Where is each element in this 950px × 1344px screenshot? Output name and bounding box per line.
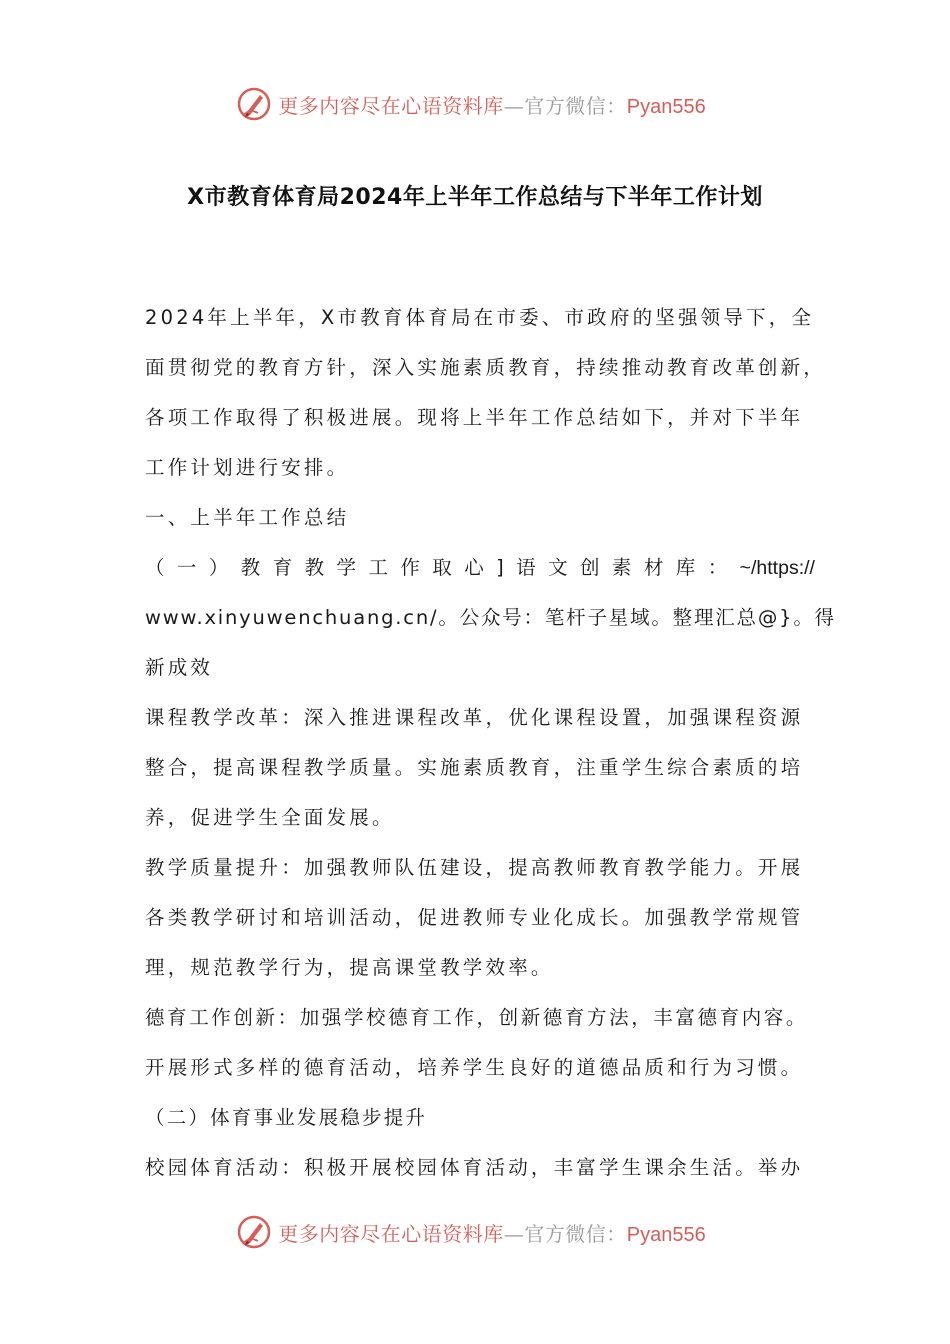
subsection-heading-1-end: 新成效: [145, 656, 214, 679]
watermark-wechat-id: Pyan556: [626, 95, 706, 118]
pen-logo-icon: [236, 1214, 272, 1250]
header-watermark-banner: [0, 84, 950, 124]
pen-logo-icon: [236, 86, 272, 122]
watermark-text: [278, 1218, 705, 1247]
course-reform-line-2: 整合，提高课程教学质量。实施素质教育，注重学生综合素质的培: [145, 756, 804, 779]
subsection-heading-2: （二）体育事业发展稳步提升: [145, 1106, 428, 1129]
teaching-quality-line-3: 理，规范教学行为，提高课堂教学效率。: [145, 956, 554, 979]
watermark-wechat-label: 官方微信：: [524, 93, 627, 118]
watermark-dash: —: [503, 1221, 525, 1246]
intro-line-4: 工作计划进行安排。: [145, 456, 350, 479]
course-reform-line-1: 课程教学改革：深入推进课程改革，优化课程设置，加强课程资源: [145, 706, 804, 729]
moral-education-line-1: 德育工作创新：加强学校德育工作，创新德育方法，丰富德育内容。: [145, 1006, 809, 1029]
campus-sports-line-1: 校园体育活动：积极开展校园体育活动，丰富学生课余生活。举办: [145, 1156, 804, 1179]
watermark-wechat-id: Pyan556: [626, 1223, 706, 1246]
subsection-heading-1: （ 一 ） 教 育 教 学 工 作 取 心 ] 语 文 创 素 材 库 ： ~/https://: [145, 553, 815, 583]
intro-line-1: 2024年上半年，X市教育体育局在市委、市政府的坚强领导下，全: [145, 306, 815, 329]
source-link-text: ~/https://: [739, 557, 815, 579]
watermark-group: [236, 86, 705, 122]
teaching-quality-line-1: 教学质量提升：加强教师队伍建设，提高教师教育教学能力。开展: [145, 856, 804, 879]
intro-line-3: 各项工作取得了积极进展。现将上半年工作总结如下，并对下半年: [145, 406, 804, 429]
subsection-heading-1-cont: www.xinyuwenchuang.cn/。公众号：笔杆子星域。整理汇总@}。得: [145, 606, 836, 629]
moral-education-line-2: 开展形式多样的德育活动，培养学生良好的道德品质和行为习惯。: [145, 1056, 804, 1079]
footer-watermark-banner: [0, 1212, 950, 1252]
watermark-dash: —: [503, 93, 525, 118]
intro-line-2: 面贯彻党的教育方针，深入实施素质教育，持续推动教育改革创新，: [145, 356, 827, 379]
watermark-text: [278, 90, 705, 119]
watermark-group: [236, 1214, 705, 1250]
watermark-site: 更多内容尽在心语资料库: [278, 1221, 504, 1246]
course-reform-line-3: 养，促进学生全面发展。: [145, 806, 395, 829]
teaching-quality-line-2: 各类教学研讨和培训活动，促进教师专业化成长。加强教学常规管: [145, 906, 804, 929]
watermark-wechat-label: 官方微信：: [524, 1221, 627, 1246]
document-title: X市教育体育局2024年上半年工作总结与下半年工作计划: [187, 185, 763, 210]
section-heading-1: 一、上半年工作总结: [145, 506, 350, 529]
watermark-site: 更多内容尽在心语资料库: [278, 93, 504, 118]
